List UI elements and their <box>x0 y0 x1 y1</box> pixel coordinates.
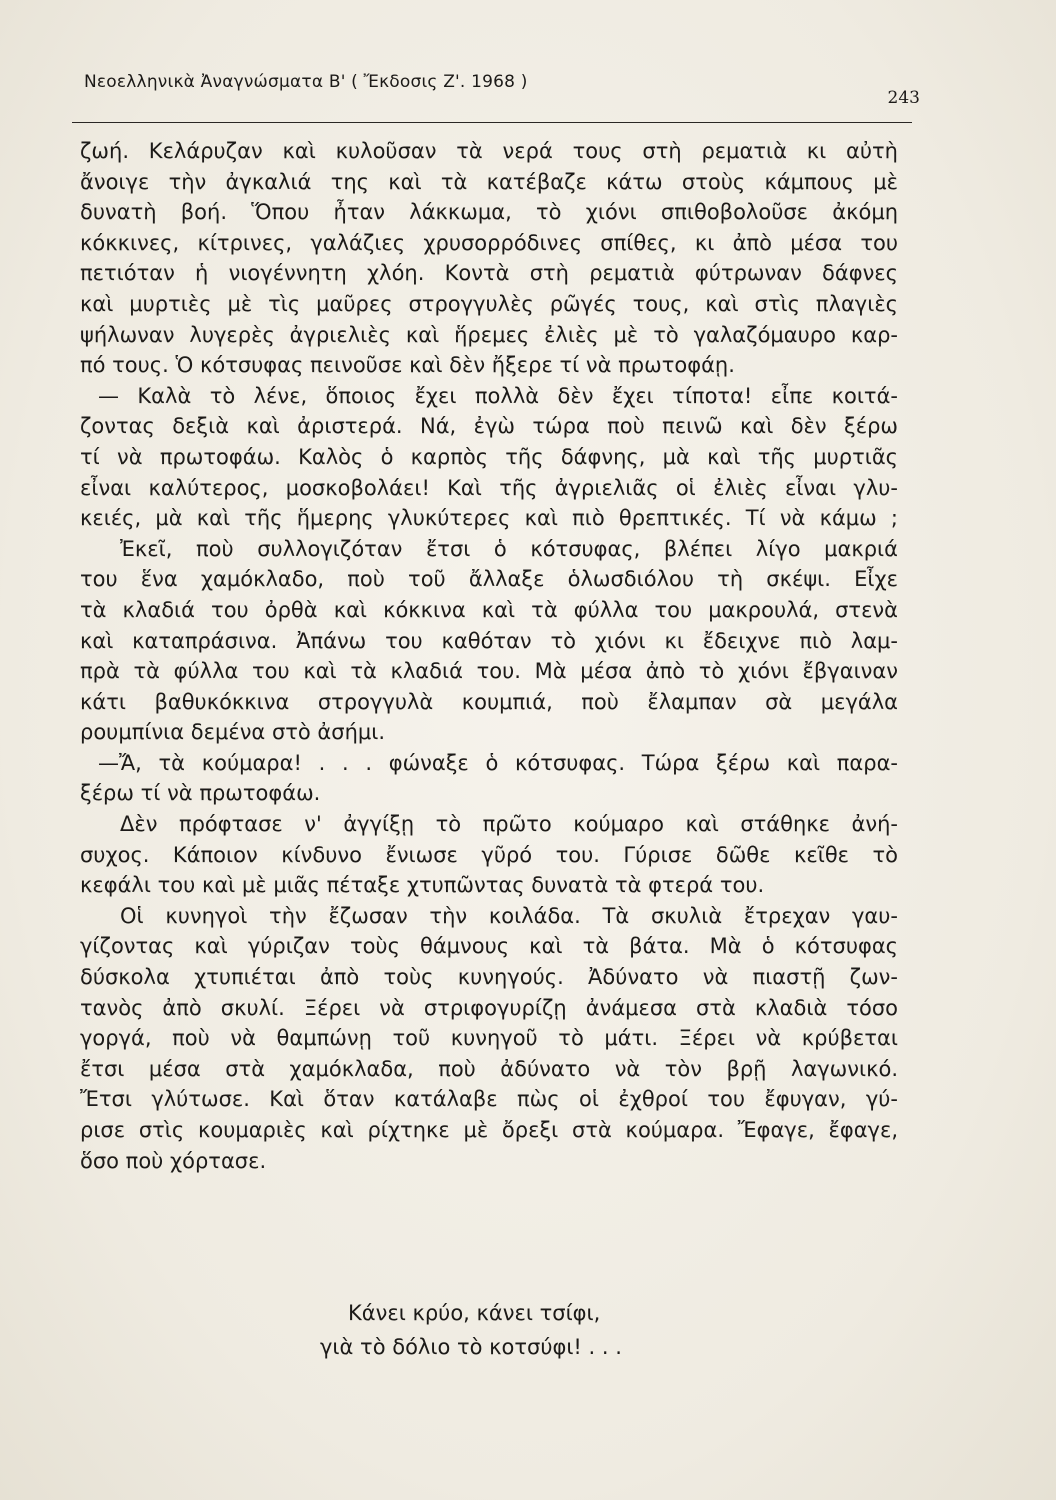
text-line: καὶ μυρτιὲς μὲ τὶς μαῦρες στρογγυλὲς ρῶγές τους, καὶ στὶς πλαγιὲς <box>80 291 898 316</box>
text-line: ρουμπίνια δεμένα στὸ ἀσήμι. <box>80 720 386 745</box>
text-line: καὶ καταπράσινα. Ἀπάνω του καθόταν τὸ χιόνι κι ἔδειχνε πιὸ λαμ- <box>80 628 898 653</box>
text-line: Δὲν πρόφτασε ν' ἀγγίξῃ τὸ πρῶτο κούμαρο καὶ στάθηκε ἀνή- <box>120 812 898 837</box>
text-line: του ἕνα χαμόκλαδο, ποὺ τοῦ ἄλλαξε ὁλωσδιόλου τὴ σκέψι. Εἶχε <box>80 567 898 592</box>
text-line: πρὰ τὰ φύλλα του καὶ τὰ κλαδιά του. Μὰ μέσα ἀπὸ τὸ χιόνι ἔβγαιναν <box>80 659 898 684</box>
text-line: —Ἄ, τὰ κούμαρα! . . . φώναξε ὁ κότσυφας. Τώρα ξέρω καὶ παρα- <box>98 750 898 775</box>
text-line: συχος. Κάποιον κίνδυνο ἔνιωσε γῦρό του. Γύρισε δῶθε κεῖθε τὸ <box>80 842 898 867</box>
text-line: ψήλωναν λυγερὲς ἀγριελιὲς καὶ ἥρεμες ἐλιὲς μὲ τὸ γαλαζόμαυρο καρ- <box>80 322 898 347</box>
text-line: ζωή. Κελάρυζαν καὶ κυλοῦσαν τὰ νερά τους στὴ ρεματιὰ κι αὐτὴ <box>80 139 898 163</box>
text-line: ρισε στὶς κουμαριὲς καὶ ρίχτηκε μὲ ὄρεξι στὰ κούμαρα. Ἔφαγε, ἔφαγε, <box>80 1118 898 1142</box>
text-line: ἄνοιγε τὴν ἀγκαλιά της καὶ τὰ κατέβαζε κάτω στοὺς κάμπους μὲ <box>80 169 898 194</box>
text-line: ὅσο ποὺ χόρτασε. <box>80 1148 267 1173</box>
text-line: εἶναι καλύτερος, μοσκοβολάει! Καὶ τῆς ἀγριελιᾶς οἱ ἐλιὲς εἶναι γλυ- <box>80 475 898 500</box>
text-line: δύσκολα χτυπιέται ἀπὸ τοὺς κυνηγούς. Ἀδύνατο νὰ πιαστῇ ζων- <box>80 965 898 990</box>
body-text <box>80 136 898 1176</box>
verse-line: γιὰ τὸ δόλιο τὸ κοτσύφι! . . . <box>320 1335 622 1359</box>
text-line: δυνατὴ βοή. Ὅπου ἦταν λάκκωμα, τὸ χιόνι σπιθοβολοῦσε ἀκόμη <box>80 200 898 225</box>
text-line: γίζοντας καὶ γύριζαν τοὺς θάμνους καὶ τὰ βάτα. Μὰ ὁ κότσυφας <box>80 934 898 959</box>
closing-verse <box>320 1296 740 1364</box>
running-header <box>72 68 920 108</box>
header-title: Νεοελληνικὰ Ἀναγνώσματα Β' ( Ἔκδοσις Ζ'. 1968 ) <box>84 72 528 92</box>
text-line: κειές, μὰ καὶ τῆς ἥμερης γλυκύτερες καὶ πιὸ θρεπτικές. Τί νὰ κάμω ; <box>80 506 898 531</box>
text-line: γοργά, ποὺ νὰ θαμπώνῃ τοῦ κυνηγοῦ τὸ μάτι. Ξέρει νὰ κρύβεται <box>80 1026 898 1051</box>
header-rule <box>72 122 912 123</box>
text-line: κεφάλι του καὶ μὲ μιᾶς πέταξε χτυπῶντας δυνατὰ τὰ φτερά του. <box>80 873 765 898</box>
text-line: πό τους. Ὁ κότσυφας πεινοῦσε καὶ δὲν ἤξερε τί νὰ πρωτοφάῃ. <box>80 353 735 378</box>
text-line: κόκκινες, κίτρινες, γαλάζιες χρυσορρόδινες σπίθες, κι ἀπὸ μέσα του <box>80 230 898 255</box>
text-line: τανὸς ἀπὸ σκυλί. Ξέρει νὰ στριφογυρίζῃ ἀνάμεσα στὰ κλαδιὰ τόσο <box>80 995 898 1020</box>
text-line: τί νὰ πρωτοφάω. Καλὸς ὁ καρπὸς τῆς δάφνης, μὰ καὶ τῆς μυρτιᾶς <box>80 444 898 469</box>
text-line: ξέρω τί νὰ πρωτοφάω. <box>80 781 321 806</box>
text-line: ἔτσι μέσα στὰ χαμόκλαδα, ποὺ ἀδύνατο νὰ τὸν βρῇ λαγωνικό. <box>80 1056 898 1081</box>
verse-line: Κάνει κρύο, κάνει τσίφι, <box>348 1301 601 1325</box>
text-line: πετιόταν ἡ νιογέννητη χλόη. Κοντὰ στὴ ρεματιὰ φύτρωναν δάφνες <box>80 261 898 286</box>
text-line: Ἔτσι γλύτωσε. Καὶ ὅταν κατάλαβε πὼς οἱ ἐχθροί του ἔφυγαν, γύ- <box>80 1087 898 1112</box>
page-number: 243 <box>887 88 920 108</box>
text-line: κάτι βαθυκόκκινα στρογγυλὰ κουμπιά, ποὺ ἔλαμπαν σὰ μεγάλα <box>80 689 898 714</box>
text-line: Οἱ κυνηγοὶ τὴν ἔζωσαν τὴν κοιλάδα. Τὰ σκυλιὰ ἔτρεχαν γαυ- <box>120 903 898 928</box>
text-line: ζοντας δεξιὰ καὶ ἀριστερά. Νά, ἐγὼ τώρα ποὺ πεινῶ καὶ δὲν ξέρω <box>80 414 898 439</box>
text-line: Ἐκεῖ, ποὺ συλλογιζόταν ἔτσι ὁ κότσυφας, βλέπει λίγο μακριά <box>120 536 898 561</box>
text-line: τὰ κλαδιά του ὀρθὰ καὶ κόκκινα καὶ τὰ φύλλα του μακρουλά, στενὰ <box>80 597 898 622</box>
text-line: — Καλὰ τὸ λένε, ὅποιος ἔχει πολλὰ δὲν ἔχει τίποτα! εἶπε κοιτά- <box>98 383 898 408</box>
